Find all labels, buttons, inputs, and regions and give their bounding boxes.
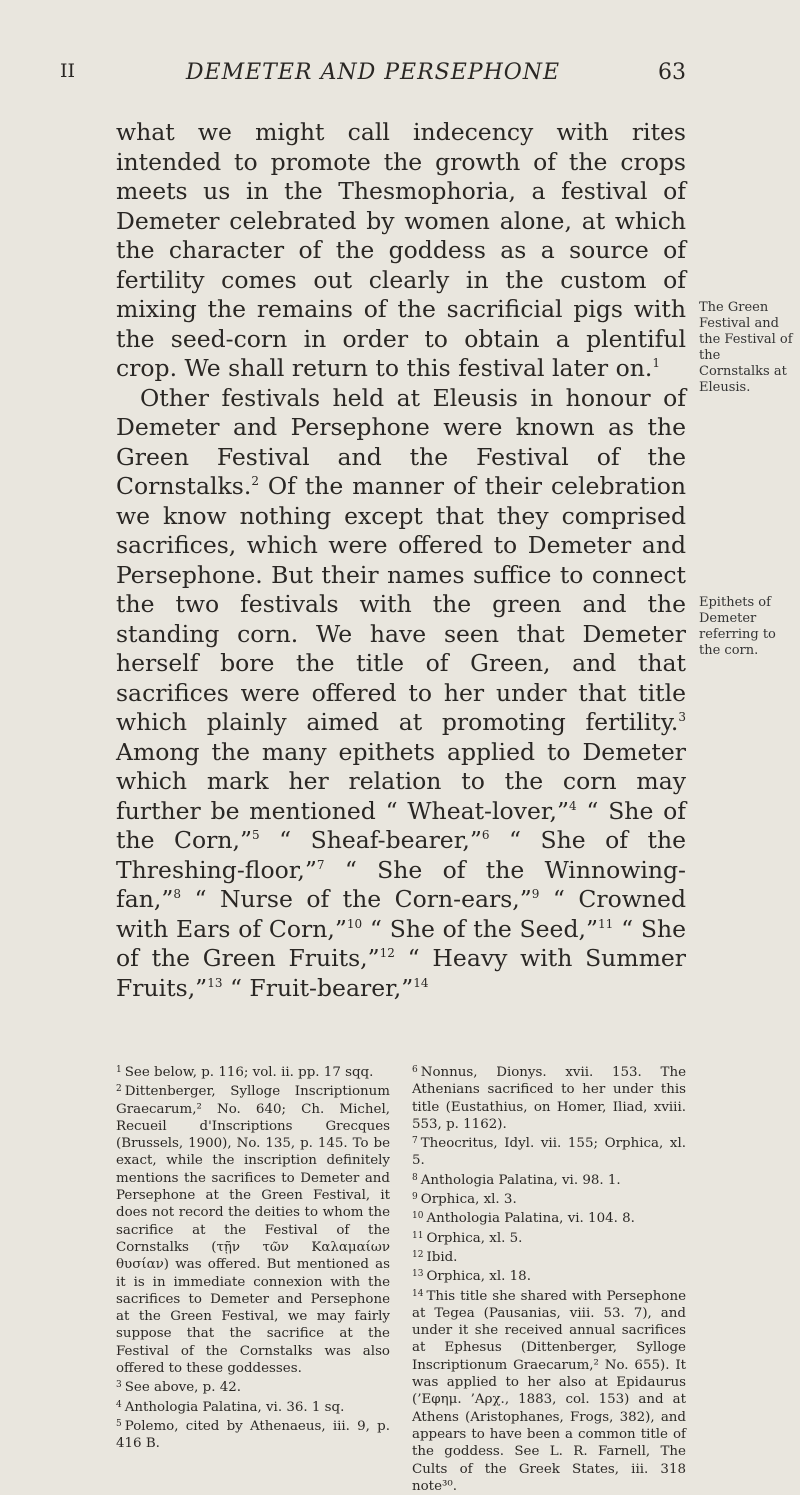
- footnote-4: $^4$ Anthologia Palatina, vi. 36. 1 sq.: [116, 1399, 345, 1415]
- running-title: DEMETER AND PERSEPHONE: [185, 60, 561, 85]
- paragraph-1: [116, 118, 686, 384]
- footnotes: [116, 1062, 686, 1495]
- p2-segment-5: “ Sheaf-bearer,”: [259, 826, 482, 854]
- footnote-1: $^1$ See below, p. 116; vol. ii. pp. 17 sqq.: [116, 1065, 374, 1080]
- p2-segment-7: “ She of the Winnowing-fan,”: [116, 855, 686, 913]
- p2-segment-4: “ She of the Corn,”: [116, 796, 686, 854]
- note-ref-12: 12: [379, 946, 395, 960]
- footnote-10: $^{10}$ Anthologia Palatina, vi. 104. 8.: [412, 1211, 635, 1227]
- p2-segment-9: “ Crowned with Ears of Corn,”: [116, 885, 686, 943]
- page-number: 63: [658, 60, 686, 85]
- p2-segment-13: “ Fruit-bearer,”: [222, 973, 414, 1002]
- running-header: [60, 60, 686, 100]
- footnote-11: $^{11}$ Orphica, xl. 5.: [412, 1230, 523, 1246]
- footnotes-left-column: [116, 1062, 390, 1495]
- p2-segment-1: Other festivals held at Eleusis in honour of Demeter and Persephone were known as the Green Festival and the Festival of the Cornstalks.: [116, 383, 686, 500]
- margin-note-epithets: Epithets of Demeter referring to the corn.: [699, 595, 776, 658]
- p2-segment-12: “ Heavy with Summer Fruits,”: [116, 944, 687, 1002]
- footnotes-right-column: [412, 1062, 686, 1495]
- note-ref-11: 11: [598, 916, 614, 931]
- p2-segment-8: “ Nurse of the Corn-ears,”: [180, 885, 532, 913]
- note-ref-13: 13: [207, 975, 223, 990]
- footnote-14: $^{14}$ This title she shared with Persephone at Tegea (Pausanias, viii. 53. 7), and under it she received annual sacrifices at Ephesus (Dittenberger, Sylloge Inscriptionum Graecarum,² No. 655). It was applied to her also at Epidaurus (’Εφημ. ’Αρχ., 1883, col. 153) and at Athens (Aristophanes, Frogs, 382), and appears to have been a common title of the goddess. See L. R. Farnell, The Cults of the Greek States, iii. 318 note³⁰.: [412, 1288, 686, 1494]
- paragraph-1-text: what we might call indecency with rites intended to promote the growth of the crops meets us in the Thesmophoria, a festival of Demeter celebrated by women alone, at which the character of the goddess as a source of fertility comes out clearly in the custom of mixing the remains of the sacrificial pigs with the seed-corn in order to obtain a plentiful crop. We shall return to this festival later on.: [116, 118, 686, 382]
- margin-note-green-festival: The Green Festival and the Festival of the Cornstalks at Eleusis.: [699, 300, 793, 395]
- footnote-5: $^5$ Polemo, cited by Athenaeus, iii. 9, p. 416 B.: [116, 1418, 390, 1452]
- note-ref-8: 8: [173, 887, 181, 901]
- p2-segment-11: “ She of the Green Fruits,”: [116, 914, 687, 972]
- chapter-numeral: II: [60, 60, 76, 82]
- footnote-2: $^2$ Dittenberger, Sylloge Inscriptionum Graecarum,² No. 640; Ch. Michel, Recueil d'Inscriptions Grecques (Brussels, 1900), No. 135, p. 145. To be exact, while the inscription definitely mentions the sacrifices to Demeter and Persephone at the Green Festival, it does not record the deities to whom the sacrifice at the Festival of the Cornstalks (τῇν τῶν Καλαμαίων θυσίαν) was offered. But mentioned as it is in immediate connexion with the sacrifices to Demeter and Persephone at the Green Festival, we may fairly suppose that the sacrifice at the Festival of the Cornstalks was also offered to these goddesses.: [116, 1084, 390, 1377]
- note-ref-1: 1: [652, 356, 660, 370]
- p2-segment-3: Among the many epithets applied to Demeter which mark her relation to the corn may further be mentioned “ Wheat-lover,”: [116, 737, 686, 825]
- note-ref-9: 9: [531, 887, 540, 901]
- footnote-8: $^8$ Anthologia Palatina, vi. 98. 1.: [412, 1172, 621, 1188]
- note-ref-5: 5: [251, 828, 260, 842]
- footnote-3: $^3$ See above, p. 42.: [116, 1380, 242, 1396]
- note-ref-2: 2: [251, 474, 259, 488]
- footnote-9: $^9$ Orphica, xl. 3.: [412, 1192, 517, 1208]
- p2-segment-6: “ She of the Threshing-floor,”: [116, 826, 686, 884]
- note-ref-6: 6: [481, 828, 490, 842]
- note-ref-3: 3: [678, 710, 686, 724]
- footnote-13: $^{13}$ Orphica, xl. 18.: [412, 1269, 531, 1285]
- footnote-12: $^{12}$ Ibid.: [412, 1249, 458, 1265]
- main-text: [116, 118, 686, 1003]
- footnote-6: $^6$ Nonnus, Dionys. xvii. 153. The Athenians sacrificed to her under this title (Eustathius, on Homer, Iliad, xviii. 553, p. 1162).: [412, 1065, 686, 1132]
- note-ref-4: 4: [568, 798, 577, 813]
- p2-segment-10: “ She of the Seed,”: [362, 914, 598, 943]
- note-ref-7: 7: [316, 857, 325, 872]
- note-ref-14: 14: [413, 975, 429, 990]
- note-ref-10: 10: [346, 916, 363, 931]
- paragraph-2: [116, 384, 686, 1004]
- p2-segment-2: Of the manner of their celebration we know nothing except that they comprised sacrifices, which were offered to Demeter and Persephone. But their names suffice to connect the two festivals with the green and the standing corn. We have seen that Demeter herself bore the title of Green, and that sacrifices were offered to her under that title which plainly aimed at promoting fertility.: [116, 472, 686, 736]
- footnote-7: $^7$ Theocritus, Idyl. vii. 155; Orphica, xl. 5.: [412, 1136, 686, 1169]
